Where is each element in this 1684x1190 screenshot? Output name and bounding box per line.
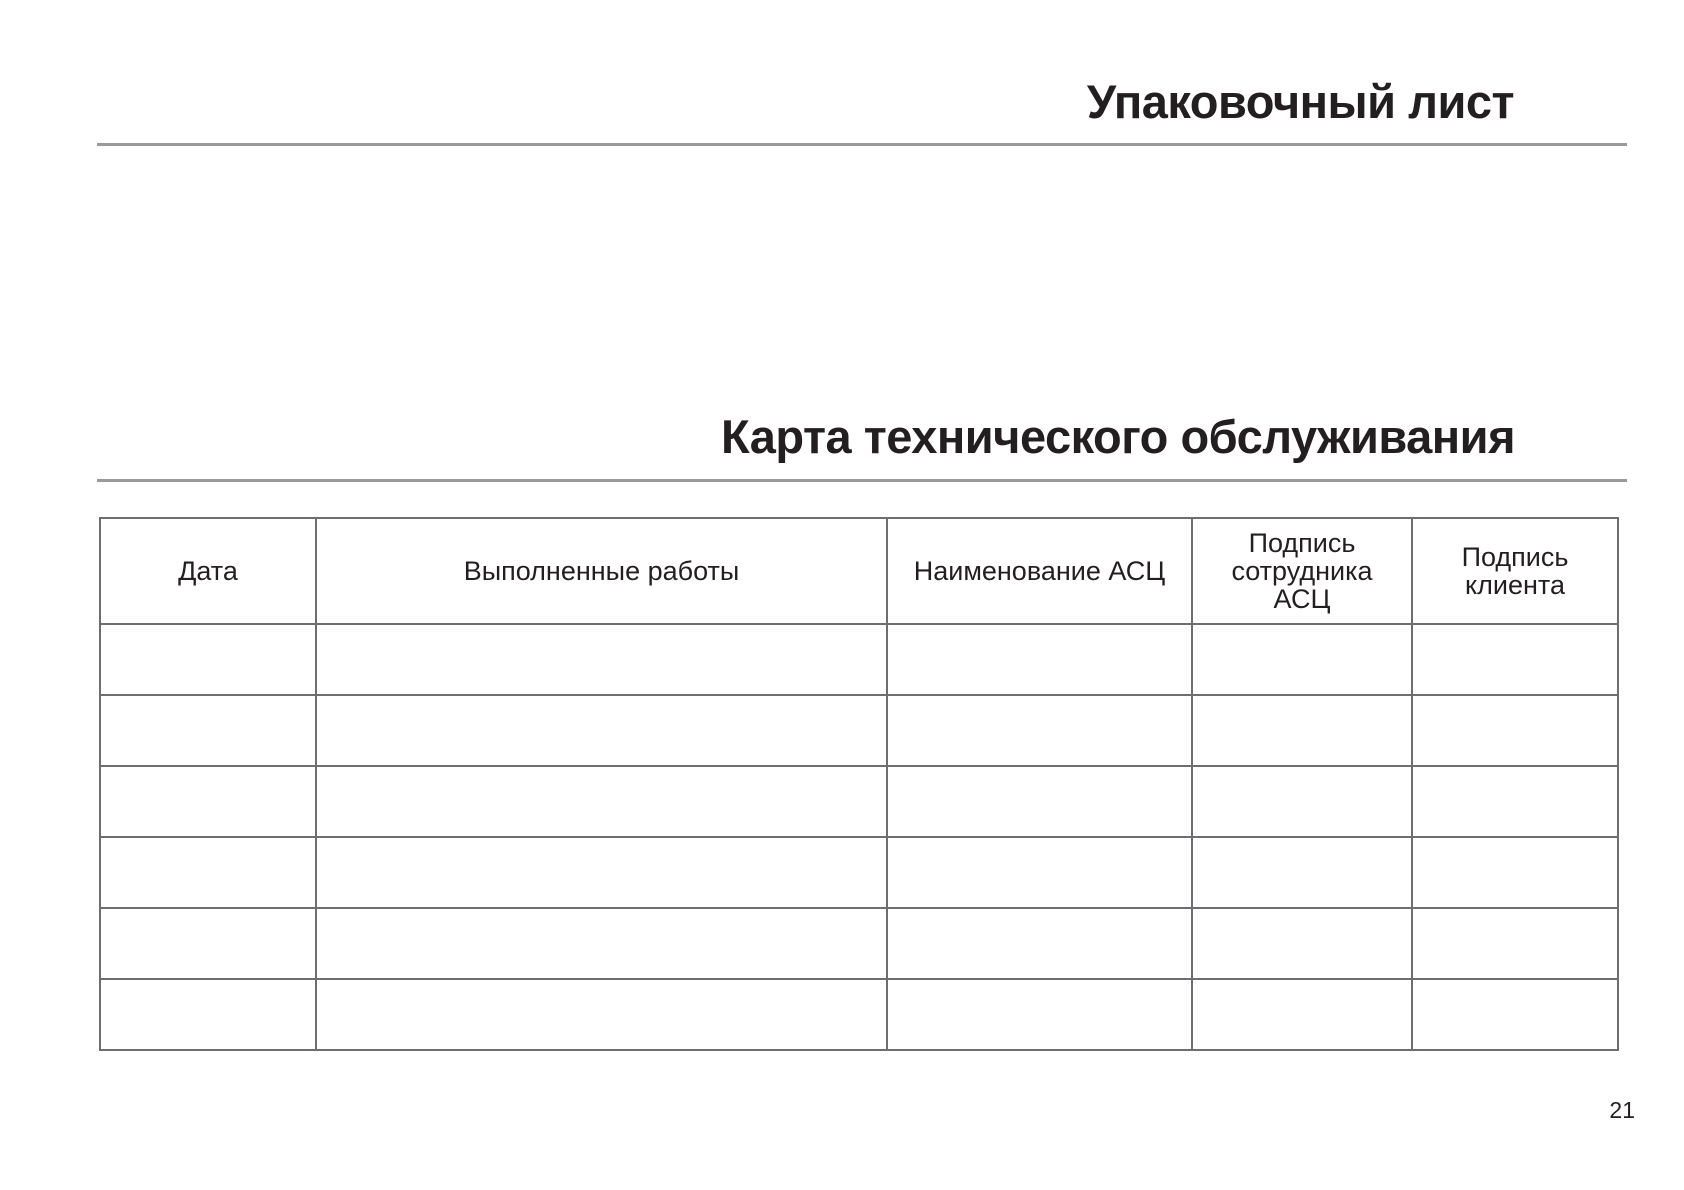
- service-card-divider: [97, 479, 1627, 482]
- table-row: [100, 766, 1618, 837]
- table-row: [100, 837, 1618, 908]
- table-row: [100, 695, 1618, 766]
- client-signature-cell: [1412, 624, 1618, 695]
- column-header-employee-signature: Подпись сотрудника АСЦ: [1192, 518, 1412, 624]
- service-center-cell: [887, 979, 1192, 1050]
- date-cell: [100, 908, 316, 979]
- table-row: [100, 908, 1618, 979]
- service-center-cell: [887, 837, 1192, 908]
- date-cell: [100, 695, 316, 766]
- work-done-cell: [316, 695, 887, 766]
- date-cell: [100, 624, 316, 695]
- employee-signature-cell: [1192, 837, 1412, 908]
- service-center-cell: [887, 624, 1192, 695]
- employee-signature-cell: [1192, 624, 1412, 695]
- client-signature-cell: [1412, 979, 1618, 1050]
- date-cell: [100, 766, 316, 837]
- employee-signature-cell: [1192, 908, 1412, 979]
- table-row: [100, 624, 1618, 695]
- work-done-cell: [316, 979, 887, 1050]
- work-done-cell: [316, 837, 887, 908]
- service-center-cell: [887, 766, 1192, 837]
- table-header-row: [100, 518, 1618, 624]
- employee-signature-cell: [1192, 766, 1412, 837]
- client-signature-cell: [1412, 908, 1618, 979]
- client-signature-cell: [1412, 837, 1618, 908]
- column-header-work-done: Выполненные работы: [316, 518, 887, 624]
- client-signature-cell: [1412, 695, 1618, 766]
- service-card-title: Карта технического обслуживания: [721, 410, 1515, 463]
- work-done-cell: [316, 624, 887, 695]
- service-center-cell: [887, 695, 1192, 766]
- packing-list-divider: [97, 143, 1627, 146]
- service-center-cell: [887, 908, 1192, 979]
- column-header-date: Дата: [100, 518, 316, 624]
- employee-signature-cell: [1192, 695, 1412, 766]
- service-record-table: [99, 517, 1619, 1051]
- packing-list-title: Упаковочный лист: [1086, 75, 1514, 128]
- date-cell: [100, 837, 316, 908]
- employee-signature-cell: [1192, 979, 1412, 1050]
- client-signature-cell: [1412, 766, 1618, 837]
- work-done-cell: [316, 766, 887, 837]
- work-done-cell: [316, 908, 887, 979]
- column-header-service-center-name: Наименование АСЦ: [887, 518, 1192, 624]
- date-cell: [100, 979, 316, 1050]
- page-number: 21: [1609, 1097, 1635, 1123]
- table-row: [100, 979, 1618, 1050]
- column-header-client-signature: Подпись клиента: [1412, 518, 1618, 624]
